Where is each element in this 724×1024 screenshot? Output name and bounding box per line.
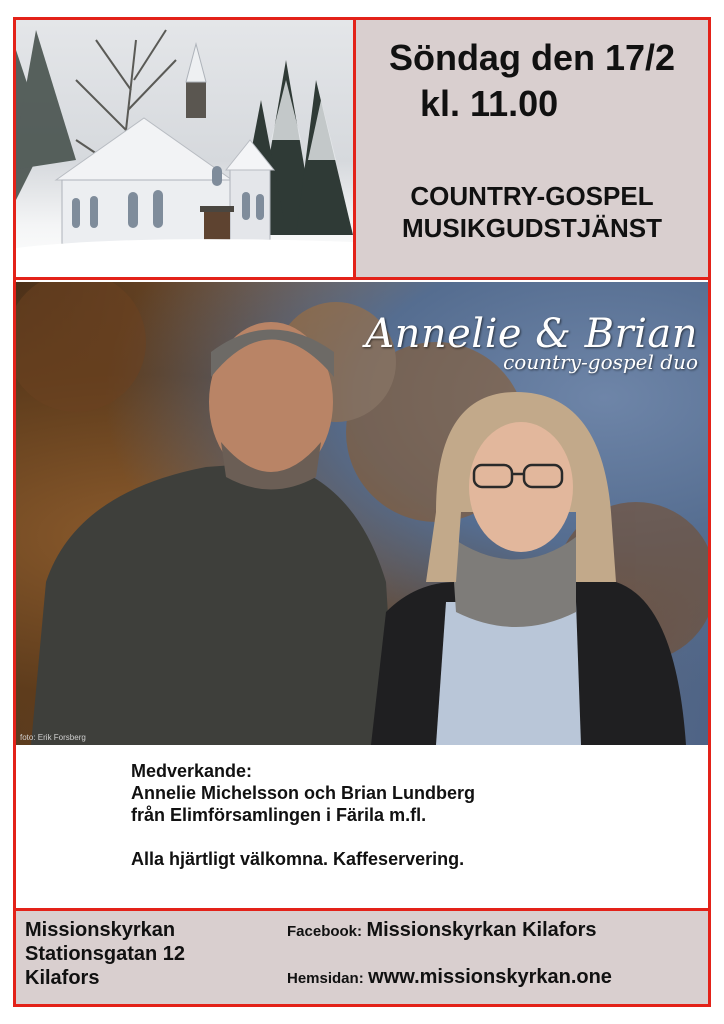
participants-info: [131, 760, 475, 870]
facebook-info: [287, 919, 597, 942]
church-illustration: [16, 20, 353, 277]
info-spacer: [131, 826, 475, 848]
duo-name: Annelie & Brian: [365, 311, 698, 357]
church-photo: [16, 20, 353, 277]
duo-photo: [16, 282, 708, 745]
info-line-1: Annelie Michelsson och Brian Lundberg: [131, 783, 476, 803]
event-date: Söndag den 17/2: [388, 37, 676, 78]
website-link[interactable]: www.missionskyrkan.one: [368, 966, 612, 988]
info-welcome: Alla hjärtligt välkomna. Kaffeservering.: [131, 849, 465, 869]
info-heading: Medverkande:: [131, 761, 253, 781]
church-address: [25, 918, 185, 990]
genre-line-1: COUNTRY-GOSPEL: [410, 181, 654, 211]
facebook-link[interactable]: Missionskyrkan Kilafors: [366, 919, 597, 941]
photo-credit: foto: Erik Forsberg: [20, 733, 86, 742]
website-info: [287, 966, 612, 989]
address-line-1: Missionskyrkan: [25, 919, 176, 941]
footer-panel: [16, 911, 708, 1004]
info-line-2: från Elimförsamlingen i Färila m.fl.: [131, 805, 427, 825]
facebook-label: Facebook:: [287, 923, 363, 940]
event-genre: [356, 180, 708, 244]
address-line-2: Stationsgatan 12: [25, 943, 186, 965]
event-panel: [356, 20, 708, 277]
website-label: Hemsidan:: [287, 970, 364, 987]
duo-subtitle: country-gospel duo: [503, 350, 698, 374]
divider-top: [16, 277, 708, 280]
genre-line-2: MUSIKGUDSTJÄNST: [401, 213, 662, 243]
address-line-3: Kilafors: [25, 967, 100, 989]
event-time: kl. 11.00: [420, 83, 559, 124]
